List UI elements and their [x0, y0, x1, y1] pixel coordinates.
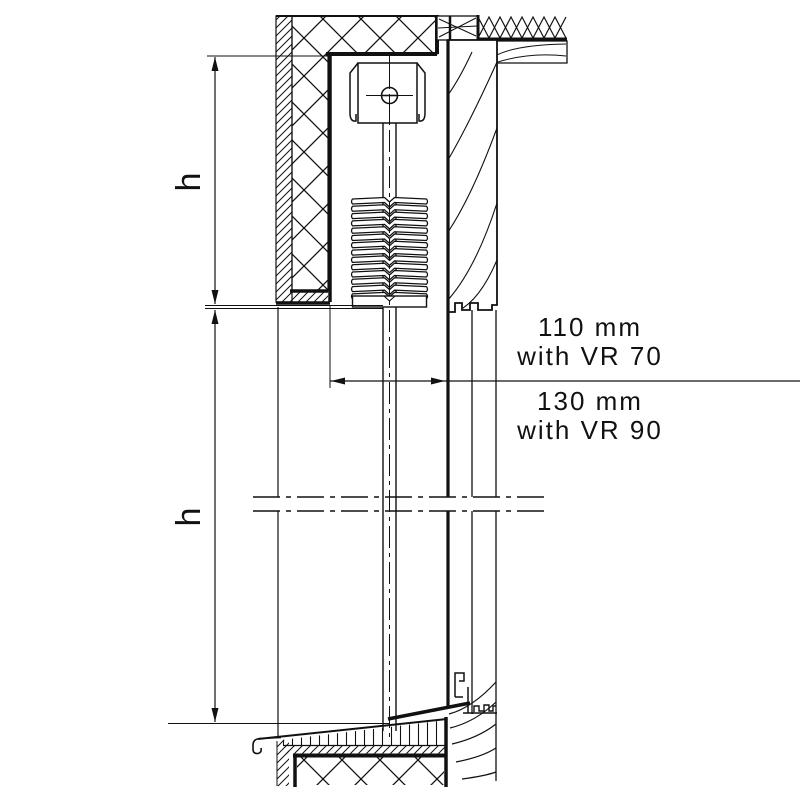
sill-insulation-crosshatch — [297, 757, 444, 785]
section-break-lines — [253, 497, 548, 511]
window-frame-head — [448, 40, 497, 312]
arrow-left-icon — [331, 378, 345, 385]
lower-h-label: h — [170, 507, 208, 527]
mounting-bracket — [350, 56, 425, 123]
arrow-right-icon — [431, 378, 445, 385]
arrow-up-icon — [212, 57, 219, 71]
upper-h-label: h — [170, 172, 208, 192]
arrow-down-icon — [212, 708, 219, 722]
interior-plaster-strip — [276, 16, 292, 302]
depth-note-bottom-value: 130 mm — [537, 386, 643, 416]
sill-screed-hatch — [285, 746, 447, 754]
depth-note-bottom-variant: with VR 90 — [517, 415, 663, 445]
face-plaster-bottom — [277, 740, 289, 787]
sill-assembly — [253, 673, 497, 787]
arrow-up-icon — [212, 310, 219, 324]
depth-note-top-variant: with VR 70 — [517, 341, 663, 371]
soffit-insulation-zigzag — [478, 17, 567, 40]
depth-note-top-value: 110 mm — [538, 312, 642, 342]
dimension-headbox-depth — [330, 305, 800, 445]
sash-and-face-lines — [278, 307, 496, 781]
lintel-end-grain — [437, 15, 478, 40]
arrow-down-icon — [212, 290, 219, 304]
